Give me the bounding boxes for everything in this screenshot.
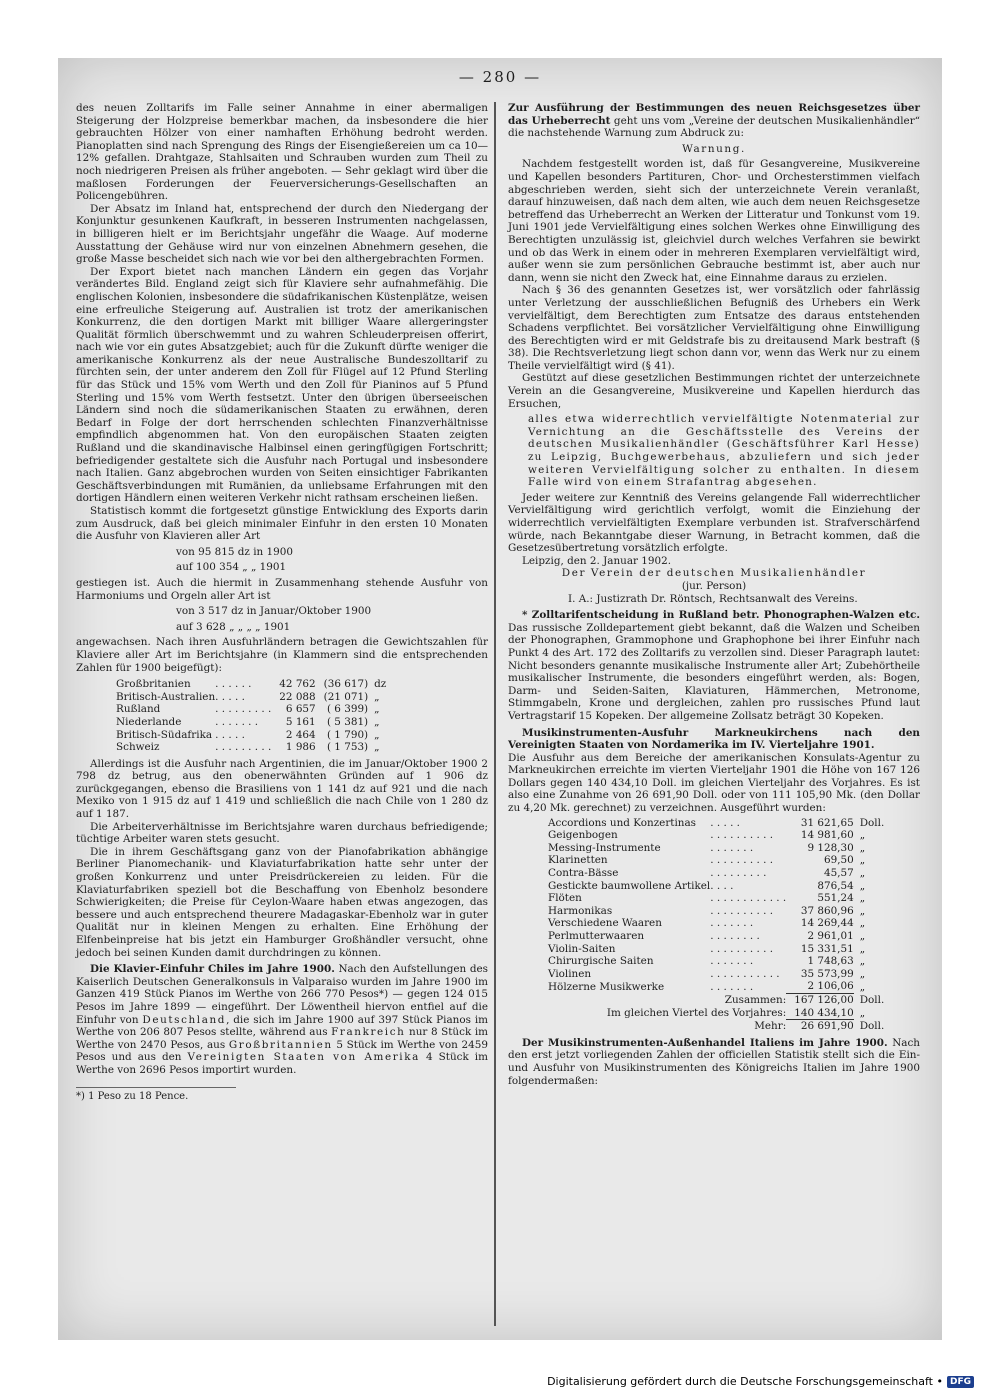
instrument-unit: „ [859,955,866,968]
leader-dots: . . . . . . . . . . . . [710,892,787,905]
instrument-value: 45,57 [823,867,854,880]
sum-value: 167 126,00 [786,993,854,1006]
leader-dots: . . . . . [710,816,740,829]
instrument-value: 9 128,30 [807,841,854,854]
leader-dots: . . . . . . . . . [710,867,767,880]
instrument-unit: „ [859,967,866,980]
country-name: Schweiz [116,741,160,754]
paragraph: Der Absatz im Inland hat, entsprechend der durch den Niedergang der Konjunktur gesunkenen Kaufkraft, in besseren Instrumenten nachgelassen, in billigeren hielt er im Berichtsjahr ungefähr die Waage. Auf moderne Ausstattung der Gehäuse wird nur von einzelnen Abnehmern gesehen, die große Masse bescheidet sich nach wie vor bei den althergebrachten Formen. [76,202,488,266]
article-urheberrecht-intro [508,102,920,140]
instrument-unit: „ [859,829,866,842]
country-prev-value: ( 5 381) [326,715,369,728]
leader-dots: . . . . . . . [215,715,259,728]
leader-dots: . . . . . . . . . [215,741,272,754]
export-country-table [116,678,386,754]
instrument-value: 14 269,44 [800,917,854,930]
instrument-unit: „ [859,841,866,854]
table-row [548,867,884,880]
prev-year-unit: „ [859,1006,866,1019]
article-heading: Die Klavier-Einfuhr Chiles im Jahre 1900. [90,963,335,976]
leader-dots: . . . . . . . . . . [710,904,774,917]
instrument-name: Flöten [548,892,582,905]
table-row [116,678,386,691]
country-value: 1 986 [285,741,316,754]
country-emphasis: Deutschland [142,1013,227,1026]
figure-line: von 3 517 dz in Januar/Oktober 1900 [176,605,372,618]
article-text: geht uns vom „Vereine der deutschen Musikalienhändler“ die nachstehende Warnung zum Abdruck zu: [508,114,920,140]
article-text: , die sich im Jahre 1900 auf 397 Stück Pianos im Werthe von 206 807 Pesos stellte, während aus [76,1013,488,1039]
instrument-value: 14 981,60 [800,829,854,842]
instrument-value: 35 573,99 [800,967,854,980]
article-text: 5 Stück im Werthe von 2459 Pesos und aus den [76,1038,488,1064]
table-row [548,905,884,918]
country-emphasis: Frankreich [331,1026,406,1039]
country-emphasis: Vereinigten Staaten von Amerika [187,1051,420,1064]
country-unit: „ [374,690,380,703]
article-heading: Der Musikinstrumenten-Außenhandel Italiens im Jahre 1900. [522,1036,888,1049]
signature-line: Der Verein der deutschen Musikalienhändler [561,567,867,580]
scanned-page [58,58,942,1340]
article-text: 4 Stück im Werthe von 2696 Pesos importirt wurden. [76,1051,488,1076]
paragraph: Jeder weitere zur Kenntniß des Vereins gelangende Fall widerrechtlicher Vervielfältigung wird gerichtlich verfolgt, womit die Einziehung der widerrechtlich vervielfältigten Exemplare verbunden ist. Strafverschärfend würde, nach Bekanntgabe dieser Warnung, in Betracht kommen, daß die Gesetzesübertretung vorsätzlich erfolgte. [508,491,920,555]
table-row [116,703,386,716]
paragraph: Gestützt auf diese gesetzlichen Bestimmungen richtet der unterzeichnete Verein an die Gesangvereine, Musikvereine und Kapellen hierdurch das Ersuchen, [508,372,920,410]
article-text: Das russische Zolldepartement giebt bekannt, daß die Walzen und Scheiben der Phonographen, Grammophone und Graphophone bei ihrer Einfuhr nach Punkt 4 des Art. 172 des Zolltarifs zu verzollen sind. Dieser Paragraph lautet: Nicht besonders genannte musikalische Instrumente aller Art; Zubehörtheile musikalischer Instrumente, die besonders eingeführt werden, als: Bogen, Darm- und Seiden-Saiten, Klaviaturen, Hämmerchen, Metronome, Stimmgabeln, Krone und dergleichen, zahlen pro russisches Pfund laut Vertragstarif 15 Kopeken. Der allgemeine Zollsatz beträgt 30 Kopeken. [508,621,920,722]
paragraph: Nachdem festgestellt worden ist, daß für Gesangvereine, Musikvereine und Kapellen besonders Partituren, Chor- und Orchesterstimmen vielfach abgeschrieben werden, sieht sich der unterzeichnete Verein veranlaßt, darauf hinzuweisen, daß nach dem alten, wie auch dem neuen Reichsgesetze betreffend das Urheberrecht an Werken der Litteratur und Tonkunst vom 19. Juni 1901 jede Vervielfältigung eines solchen Werkes ohne Einwilligung des Berechtigten unzulässig ist, gleichviel durch welches Verfahren sie bewirkt und ob das Werk in einem oder in mehreren Exemplaren vervielfältigt wird, außer wenn sie zum persönlichen Gebrauche bestimmt ist, aber auch nur dann, wenn sie nicht den Zweck hat, eine Einnahme daraus zu erzielen. [508,158,920,284]
paragraph: Nach § 36 des genannten Gesetzes ist, wer vorsätzlich oder fahrlässig unter Verletzung der ausschließlichen Befugniß des Urhebers ein Werk vervielfältigt, dem Berechtigten zum Entsatze des daraus entstehenden Schadens verpflichtet. Bei vorsätzlicher Vervielfältigung ohne Einwilligung des Berechtigten wird er mit Geldstrafe bis zu dreitausend Mark bestraft (§ 38). Die Rechtsverletzung liegt schon dann vor, wenn das Werk nur zu einem Theile vervielfältigt wird (§ 41). [508,284,920,372]
instrument-unit: „ [859,917,866,930]
sum-unit: Doll. [859,993,885,1006]
instrument-name: Contra-Bässe [548,867,619,880]
country-prev-value: (21 071) [323,690,369,703]
leader-dots: . . . . . . . . . . [710,942,774,955]
table-row [548,955,884,968]
warning-title: Warnung. [682,142,746,155]
instrument-name: Violinen [548,967,592,980]
difference-value: 26 691,90 [786,1020,854,1033]
country-name: Britisch-Südafrika [116,728,213,741]
table-row [116,716,386,729]
instrument-name: Klarinetten [548,854,608,867]
article-italy [508,1037,920,1087]
country-unit: „ [374,715,380,728]
date-line: Leipzig, den 2. Januar 1902. [522,554,672,567]
instrument-name: Geigenbogen [548,829,618,842]
article-heading: * Zolltarifentscheidung in Rußland betr. Phonographen-Walzen etc. [522,609,920,622]
table-row [548,892,884,905]
footnote: *) 1 Peso zu 18 Pence. [76,1087,236,1104]
instrument-unit: „ [859,930,866,942]
difference-row [548,1020,884,1033]
instrument-name: Perlmutterwaaren [548,930,645,942]
table-row [116,729,386,742]
instrument-name: Chirurgische Saiten [548,955,654,968]
paragraph: gestiegen ist. Auch die hiermit in Zusammenhang stehende Ausfuhr von Harmoniums und Orgeln aller Art ist [76,576,488,602]
instrument-value: 15 331,51 [800,942,854,955]
instrument-unit: „ [859,867,866,880]
warning-request: alles etwa widerrechtlich vervielfältigte Notenmaterial zur Vernichtung an die Geschäftsstelle des Vereins der deutschen Musikalienhändler (Geschäftsführer Karl Hesse) zu Leipzig, Buchgewerbehaus, abzuliefern und sich jeder weiteren Vervielfältigung solcher zu enthalten. In diesem Falle wird von einem Strafantrag abgesehen. [528,413,920,489]
sum-label: Zusammen: [724,993,787,1006]
instrument-value: 876,54 [817,879,854,892]
country-value: 2 464 [285,728,316,741]
table-row [116,691,386,704]
country-unit: dz [374,678,387,691]
paragraph: Die in ihrem Geschäftsgang ganz von der Pianofabrikation abhängige Berliner Pianomechanik- und Klaviaturfabrikation hatte sehr unter der großen Konkurrenz und unter Preisdrückereien zu leiden. Für die Klaviaturfabriken speziell bot die Beschaffung von Ebenholz besondere Schwierigkeiten; die Preise für Ceylon-Waare haben etwas angezogen, das bessere und auch entsprechend theurere Madagaskar-Ebenholz war in guter Qualität nur in kleinen Mengen zu erhalten. Eine Erhöhung der Elfenbeinpreise hat bis jetzt ein Hamburger Großhändler versucht, ohne jedoch bei seinen Kunden damit durchdringen zu können. [76,845,488,959]
table-row [548,980,884,993]
leader-dots: . . . . . . . . [710,930,760,942]
paragraph: angewachsen. Nach ihren Ausfuhrländern betragen die Gewichtszahlen für Klaviere aller Art im Berichtsjahre (in Klammern sind die entsprechenden Zahlen für 1900 beigefügt): [76,636,488,674]
country-emphasis: Großbritannien [228,1038,333,1051]
right-column [508,102,920,1087]
difference-label: Mehr: [754,1019,787,1032]
table-row [548,829,884,842]
country-name: Britisch-Australien [116,690,216,703]
instrument-value: 2 106,06 [807,980,854,993]
signature-line: I. A.: Justizrath Dr. Röntsch, Rechtsanwalt des Vereins. [568,592,858,605]
paragraph: Der Export bietet nach manchen Ländern ein gegen das Vorjahr verändertes Bild. England zeigt sich für Klaviere sehr aufnahmefähig. Die englischen Kolonien, insbesondere die südafrikanischen Küstenplätze, weisen eine erfreuliche Steigerung auf. Australien ist trotz der amerikanischen Konkurrenz, die den dortigen Markt mit billiger Waare allergeringster Qualität förmlich überschwemmt und zu wahren Schleuderpreisen offerirt, nach wie vor ein gutes Absatzgebiet; auch für die Zukunft dürfte weniger die amerikanische Konkurrenz als der neue Australische Bundeszolltarif zu fürchten sein, der unter anderem den Zoll für Flügel auf 12 Pfund Sterling für das Stück und 15% vom Werth und den Zoll für Pianinos auf 5 Pfund Sterling und 15% vom Werth festsetzt. Unter den übrigen überseeischen Ländern sind noch die südamerikanischen Staaten zu erwähnen, deren Bedarf in Folge der dort herrschenden schlechten Finanzverhältnisse empfindlich abgenommen hat. Von den europäischen Staaten zeigten Rußland und die skandinavische Halbinsel einen geringfügigen Fortschritt; befriedigender gestaltete sich die Ausfuhr nach Portugal und insbesondere nach Italien. Ganz abgebrochen wurden von Seiten einsichtiger Fabrikanten Geschäftsverbindungen mit Rumänien, da unliebsame Erfahrungen mit den dortigen Händlern einen weiteren Verkehr nicht rathsam erscheinen ließen. [76,265,488,505]
article-heading: Zur Ausführung der Bestimmungen des neuen Reichsgesetzes über das Urheberrecht [508,102,920,127]
country-value: 22 088 [279,690,316,703]
prev-year-row [548,1007,884,1020]
figure-line: auf 3 628 „ „ „ „ 1901 [176,620,291,633]
leader-dots: . . . . . . [215,678,252,691]
leader-dots: . . . . . . . [710,917,754,930]
country-prev-value: ( 6 399) [326,703,369,716]
instrument-value: 37 860,96 [800,904,854,917]
country-prev-value: (36 617) [323,678,369,691]
leader-dots: . . . . . . . [710,841,754,854]
instrument-value: 69,50 [823,854,854,867]
country-prev-value: ( 1 790) [326,728,369,741]
country-value: 6 657 [285,703,316,716]
article-text: Nach den erst jetzt vorliegenden Zahlen der officiellen Statistik stellt sich die Ein- und Ausfuhr von Musikinstrumenten des Königreichs Italien im Jahre 1900 folgendermaßen: [508,1036,920,1087]
table-row [548,930,884,943]
instrument-name: Violin-Saiten [548,942,616,955]
table-row [548,880,884,893]
figure-line: auf 100 354 „ „ 1901 [176,561,287,574]
dfg-logo-icon: DFG [947,1376,974,1388]
paragraph: des neuen Zolltarifs im Falle seiner Annahme in einer abermaligen Steigerung der Holzpreise bemerkbar machen, da insbesondere die hier gebrauchten Hölzer von einer namhaften Erhöhung bedroht werden. Pianoplatten sind nach Sprengung des Rings der Eisengießereien um ca 10—12% gefallen. Drahtgaze, Stahlsaiten und Schrauben wurden zum Theil zu noch niedrigeren Preisen als früher angeboten. — Sehr geklagt wird über die maßlosen Forderungen der Feuerversicherungs-Gesellschaften an Policengebühren. [76,102,488,203]
instrument-unit: „ [859,879,866,892]
leader-dots: . . . . . . . . . . [710,829,774,842]
table-row [548,968,884,981]
leader-dots: . . . . . [215,728,245,741]
country-name: Rußland [116,703,161,716]
country-name: Niederlande [116,715,182,728]
prev-year-value: 140 434,10 [794,1006,854,1019]
instrument-value: 31 621,65 [800,816,854,829]
instrument-unit: „ [859,942,866,955]
instrument-name: Verschiedene Waaren [548,917,662,930]
country-value: 5 161 [285,715,316,728]
instrument-unit: „ [859,892,866,905]
table-row [548,842,884,855]
instrument-unit: „ [859,980,866,993]
credit-text: Digitalisierung gefördert durch die Deutsche Forschungsgemeinschaft • [547,1375,943,1388]
leader-dots: . . . . . . . . . [215,703,272,716]
article-zoll [508,609,920,722]
table-row [548,817,884,830]
instrument-unit: „ [859,854,866,867]
table-row [548,943,884,956]
difference-unit: Doll. [859,1019,885,1032]
article-heading: Musikinstrumenten-Ausfuhr Markneukirchens nach den Vereinigten Staaten von Nordamerika im IV. Vierteljahre 1901. [508,726,920,752]
table-row [548,917,884,930]
instrument-name: Gestickte baumwollene Artikel [548,879,711,892]
leader-dots: . . . . . . . [710,955,754,968]
instrument-name: Harmonikas [548,904,613,917]
country-unit: „ [374,703,380,716]
country-prev-value: ( 1 753) [326,741,369,754]
leader-dots: . . . . . . . . . . . [710,967,780,980]
article-text: nur 8 Stück im Werthe von 2470 Pesos, aus [76,1026,488,1051]
paragraph: Die Arbeiterverhältnisse im Berichtsjahre waren durchaus befriedigende; tüchtige Arbeiter waren stets gesucht. [76,820,488,846]
digitization-credit [547,1375,974,1388]
instrument-name: Hölzerne Musikwerke [548,980,665,993]
paragraph: Statistisch kommt die fortgesetzt günstige Entwicklung des Exports darin zum Ausdruck, daß bei gleich minimaler Einfuhr in den ersten 10 Monaten die Ausfuhr von Klavieren aller Art [76,505,488,543]
instrument-name: Messing-Instrumente [548,841,661,854]
article-chile [76,963,488,1076]
instrument-value: 1 748,63 [807,955,854,968]
leader-dots: . . . . . . . . . . [710,854,774,867]
instrument-unit: Doll. [859,816,885,829]
leader-dots: . . . . [710,879,734,892]
prev-year-label: Im gleichen Viertel des Vorjahres: [606,1006,787,1019]
instrument-export-table [548,817,884,1033]
leader-dots: . . . . . [215,690,245,703]
instrument-name: Accordions und Konzertinas [548,816,697,829]
sum-row [548,993,884,1006]
column-divider [494,102,496,1326]
paragraph: Allerdings ist die Ausfuhr nach Argentinien, die im Januar/Oktober 1900 2 798 dz betrug, aus den obenerwähnten Gründen auf 1 906 dz zurückgegangen, ebenso die Brasiliens von 1 141 dz auf 921 und die nach Mexiko von 1 915 dz auf 1 419 und schließlich die nach Chile von 1 280 dz auf 1 187. [76,757,488,821]
country-unit: „ [374,741,380,754]
signature-line: (jur. Person) [681,579,747,592]
instrument-value: 2 961,01 [807,930,854,942]
instrument-value: 551,24 [817,892,854,905]
paragraph: Die Ausfuhr aus dem Bereiche der amerikanischen Konsulats-Agentur zu Markneukirchen erreichte im vierten Vierteljahr 1901 die Höhe von 167 126 Dollars gegen 140 434,10 Doll. im gleichen Vierteljahr des Vorjahres. Es ist also eine Zunahme von 26 691,90 Doll. oder von 111 105,90 Mk. (den Dollar zu 4,20 Mk. gerechnet) zu verzeichnen. Ausgeführt wurden: [508,751,920,815]
figure-line: von 95 815 dz in 1900 [176,545,293,558]
table-row [548,854,884,867]
country-unit: „ [374,728,380,741]
country-name: Großbritanien [116,678,191,691]
country-value: 42 762 [279,678,316,691]
instrument-unit: „ [859,904,866,917]
leader-dots: . . . . . . . [710,980,754,993]
page-number: — 280 — [458,68,542,86]
left-column [76,102,488,1103]
table-row [116,741,386,754]
article-text: Nach den Aufstellungen des Kaiserlich Deutschen Generalkonsuls in Valparaiso wurden im Jahre 1900 im Ganzen 419 Stück Pianos im Werthe von 266 770 Pesos*) — gegen 124 015 Pesos im Jahre 1899 — eingeführt. Der Löwentheil hiervon entfiel auf die Einfuhr von [76,963,489,1026]
